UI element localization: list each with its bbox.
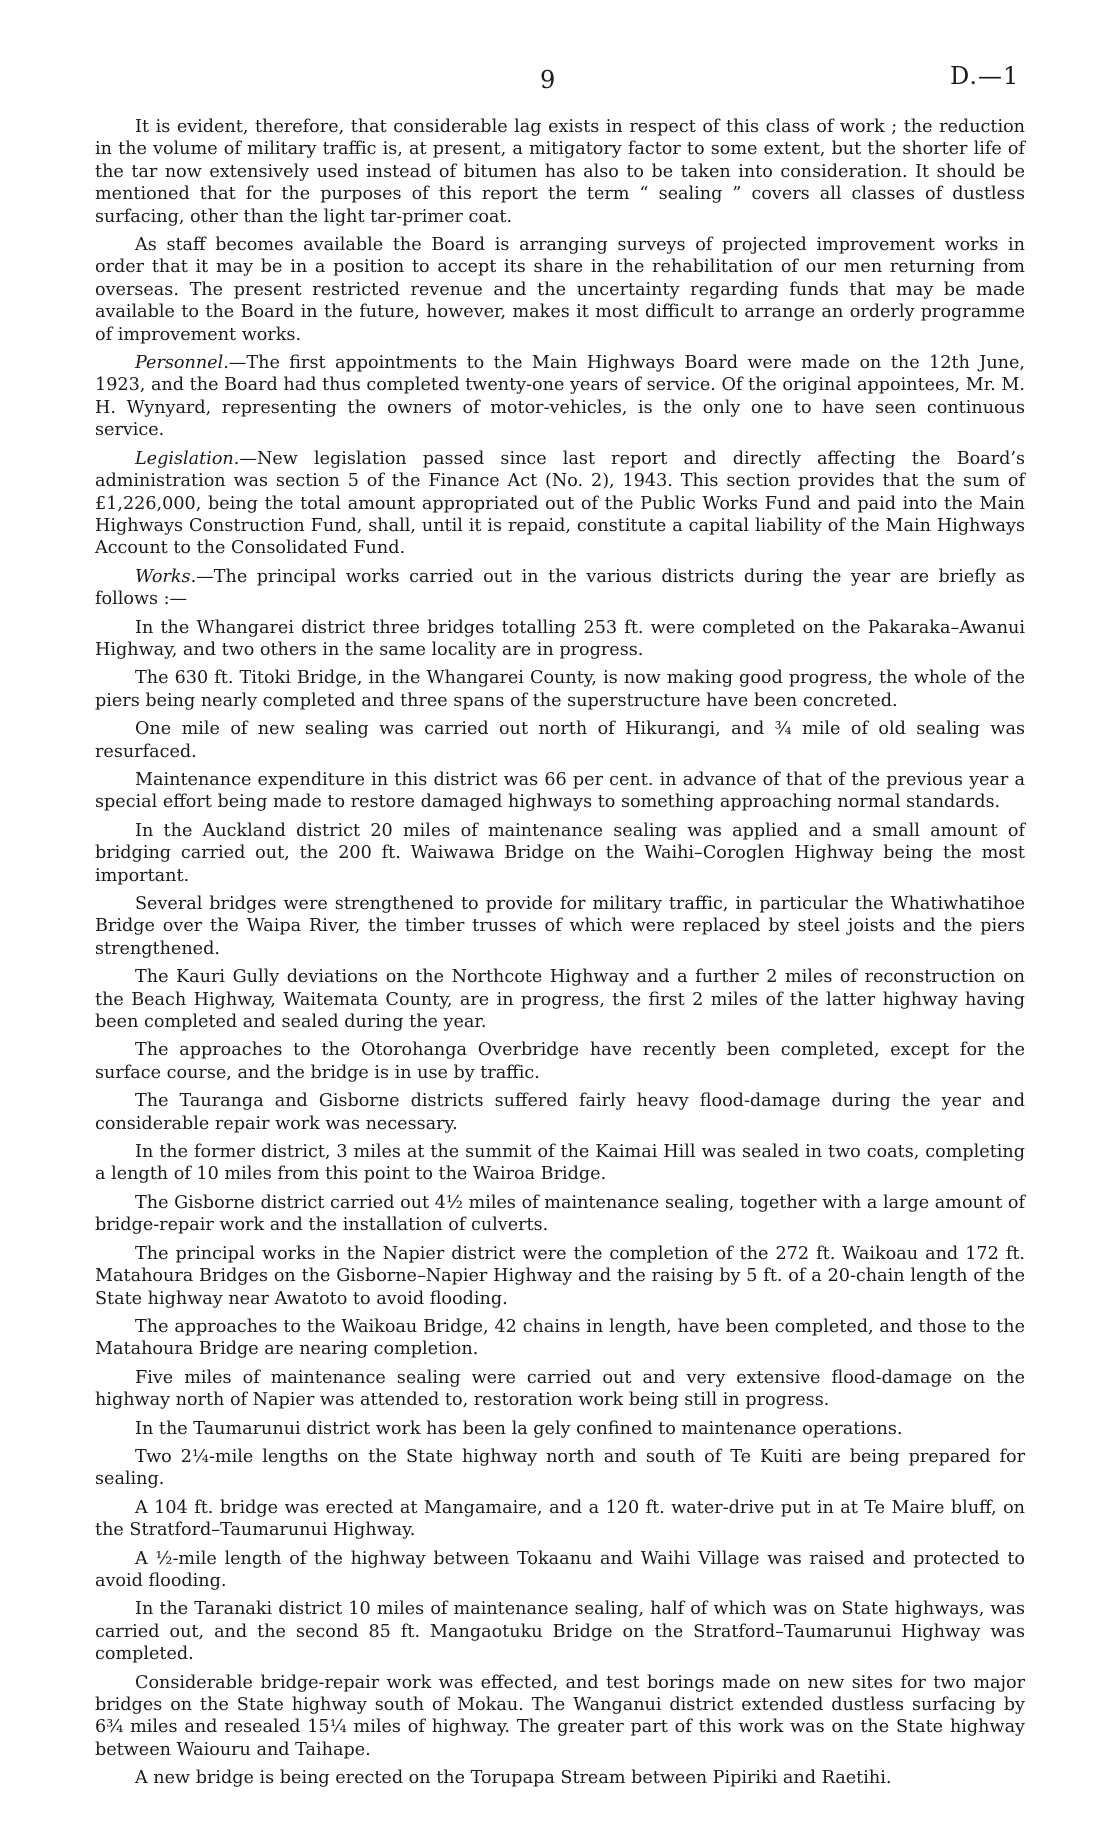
paragraph: The Gisborne district carried out 4½ miles of maintenance sealing, together with a large amount of bridge-repair work and the installation of culverts. (95, 1192, 1025, 1236)
report-body (95, 116, 1025, 1796)
paragraph-legislation: Legislation.—New legislation passed since last report and directly affecting the Board’s administration was section 5 of the Finance Act (No. 2), 1943. This section provides that the sum of £1,226,000, being the total amount appropriated out of the Public Works Fund and paid into the Main Highways Construction Fund, shall, until it is repaid, constitute a capital liability of the Main Highways Account to the Consolidated Fund. (95, 448, 1025, 559)
paragraph: One mile of new sealing was carried out north of Hikurangi, and ¾ mile of old sealing was resurfaced. (95, 719, 1025, 762)
run-in-heading: Works. (135, 566, 197, 587)
page-header (0, 0, 1114, 120)
paragraph: In the Auckland district 20 miles of maintenance sealing was applied and a small amount of bridging carried out, the 200 ft. Waiwawa Bridge on the Waihi–Coroglen Highway being the most important. (95, 820, 1025, 886)
paragraph: A ½-mile length of the highway between Tokaanu and Waihi Village was raised and protected to avoid flooding. (95, 1548, 1025, 1591)
paragraph: Considerable bridge-repair work was effected, and test borings made on new sites for two major bridges on the State highway south of Mokau. The Wanganui district extended dustless surfacing by 6¾ miles and resealed 15¼ miles of highway. The greater part of this work was on the State highway between Waiouru and Taihape. (95, 1672, 1025, 1760)
paragraph: Maintenance expenditure in this district was 66 per cent. in advance of that of the previous year a special effort being made to restore damaged highways to something approaching normal standards. (95, 769, 1025, 813)
paragraph: The approaches to the Waikoau Bridge, 42 chains in length, have been completed, and those to the Matahoura Bridge are nearing completion. (95, 1316, 1025, 1360)
paragraph: In the former district, 3 miles at the summit of the Kaimai Hill was sealed in two coats, completing a length of 10 miles from this point to the Wairoa Bridge. (95, 1142, 1025, 1185)
run-in-heading: Personnel. (135, 353, 229, 374)
document-reference: D.—1 (950, 62, 1020, 90)
paragraph-lag: It is evident, therefore, that considerable lag exists in respect of this class of work ; the reduction in the volume of military traffic is, at present, a mitigatory factor to some extent, but the shorter life of the tar now extensively used instead of bitumen has also to be taken into consideration. It should be mentioned that for the purposes of this report the term “ sealing ” covers all classes of dustless surfacing, other than the light tar-primer coat. (95, 117, 1025, 227)
page-number: 9 (540, 66, 556, 94)
paragraph-staff: As staff becomes available the Board is arranging surveys of projected improvement works in order that it may be in a position to accept its share in the rehabilitation of our men returning from overseas. The present restricted revenue and the uncertainty regarding funds that may be made available to the Board in the future, however, makes it most difficult to arrange an orderly programme of improvement works. (95, 235, 1025, 345)
paragraph: A 104 ft. bridge was erected at Mangamaire, and a 120 ft. water-drive put in at Te Maire bluff, on the Stratford–Taumarunui Highway. (95, 1497, 1025, 1541)
paragraph: Two 2¼-mile lengths on the State highway north and south of Te Kuiti are being prepared for sealing. (95, 1446, 1025, 1490)
paragraph: In the Taumarunui district work has been la gely confined to maintenance operations. (135, 1418, 903, 1439)
paragraph: The principal works in the Napier district were the completion of the 272 ft. Waikoau and 172 ft. Matahoura Bridges on the Gisborne–Napier Highway and the raising by 5 ft. of a 20-chain length of the State highway near Awatoto to avoid flooding. (95, 1243, 1025, 1309)
paragraph: Five miles of maintenance sealing were carried out and very extensive flood-damage on the highway north of Napier was attended to, restoration work being still in progress. (95, 1367, 1025, 1411)
paragraph-personnel: Personnel.—The first appointments to the Main Highways Board were made on the 12th June, 1923, and the Board had thus completed twenty-one years of service. Of the original appointees, Mr. M. H. Wynyard, representing the owners of motor-vehicles, is the only one to have seen continuous service. (95, 353, 1025, 441)
paragraph: The Tauranga and Gisborne districts suffered fairly heavy flood-damage during the year and considerable repair work was necessary. (95, 1091, 1025, 1134)
paragraph: The Kauri Gully deviations on the Northcote Highway and a further 2 miles of reconstruction on the Beach Highway, Waitemata County, are in progress, the first 2 miles of the latter highway having been completed and sealed during the year. (95, 967, 1025, 1033)
paragraph: The approaches to the Otorohanga Overbridge have recently been completed, except for the surface course, and the bridge is in use by traffic. (95, 1040, 1025, 1083)
run-in-heading: Legislation. (135, 448, 240, 469)
paragraph: A new bridge is being erected on the Torupapa Stream between Pipiriki and Raetihi. (135, 1768, 892, 1789)
paragraph: In the Taranaki district 10 miles of maintenance sealing, half of which was on State highways, was carried out, and the second 85 ft. Mangaotuku Bridge on the Stratford–Taumarunui Highway was completed. (95, 1599, 1025, 1665)
paragraph: Several bridges were strengthened to provide for military traffic, in particular the Whatiwhatihoe Bridge over the Waipa River, the timber trusses of which were replaced by steel joists and the piers strengthened. (95, 894, 1025, 959)
paragraph: In the Whangarei district three bridges totalling 253 ft. were completed on the Pakaraka–Awanui Highway, and two others in the same locality are in progress. (95, 617, 1025, 660)
paragraph: The 630 ft. Titoki Bridge, in the Whangarei County, is now making good progress, the whole of the piers being nearly completed and three spans of the superstructure have been concreted. (95, 668, 1025, 711)
paragraph-works: Works.—The principal works carried out in the various districts during the year are briefly as follows :— (95, 566, 1025, 610)
